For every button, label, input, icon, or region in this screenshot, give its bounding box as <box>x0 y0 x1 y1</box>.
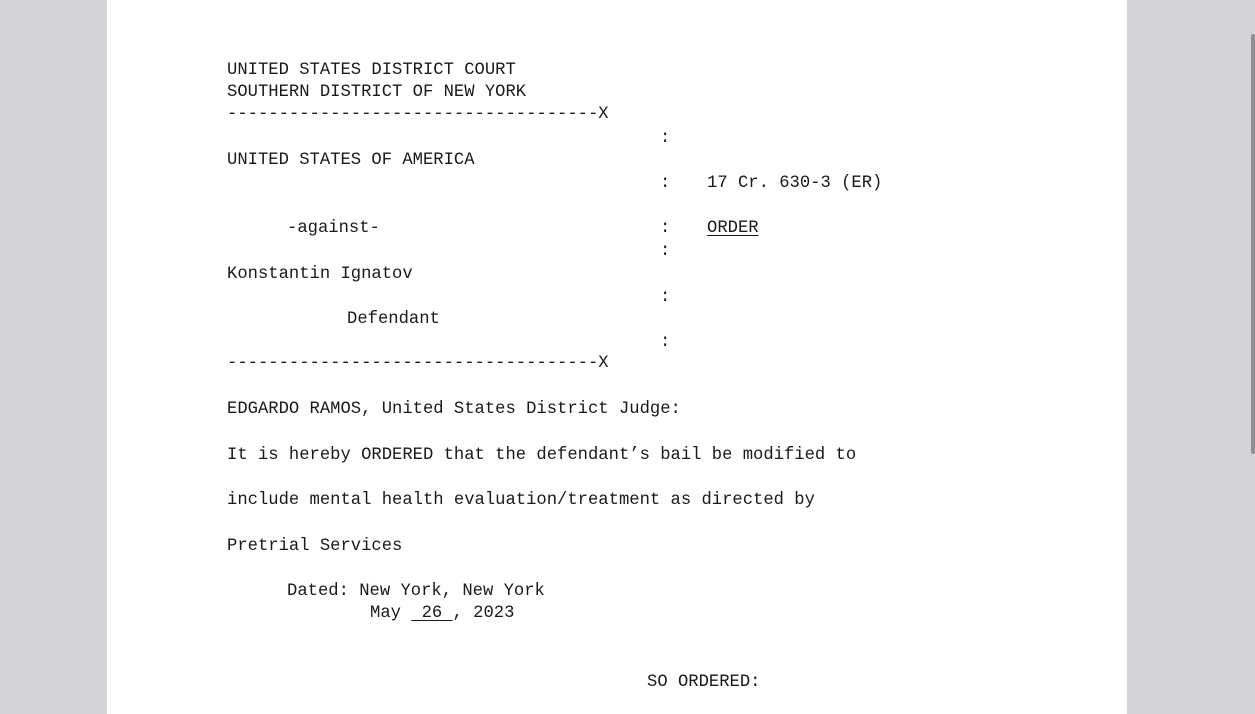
defendant-name: Konstantin Ignatov <box>227 265 413 284</box>
caption-colon: : <box>660 333 671 352</box>
caption-colon: : <box>660 129 671 148</box>
caption-colon: : <box>660 242 671 261</box>
date-month: May <box>370 604 401 623</box>
plaintiff-name: UNITED STATES OF AMERICA <box>227 151 475 170</box>
case-number: 17 Cr. 630-3 (ER) <box>707 174 883 193</box>
caption-divider-top: ------------------------------------X <box>227 105 609 124</box>
document-page <box>107 0 1127 714</box>
court-district: SOUTHERN DISTRICT OF NEW YORK <box>227 83 527 102</box>
order-body-line: Pretrial Services <box>227 537 403 556</box>
date-day: 26 <box>411 604 453 623</box>
judge-line: EDGARDO RAMOS, United States District Judge: <box>227 400 681 419</box>
order-body-line: include mental health evaluation/treatment as directed by <box>227 491 815 510</box>
date-line <box>370 603 514 625</box>
defendant-label: Defendant <box>347 310 440 329</box>
caption-colon: : <box>660 174 671 193</box>
caption-divider-bottom: ------------------------------------X <box>227 354 609 373</box>
scrollbar-track[interactable] <box>1251 0 1255 714</box>
against-label: -against- <box>287 219 380 238</box>
order-body-line: It is hereby ORDERED that the defendant’s bail be modified to <box>227 446 857 465</box>
so-ordered-label: SO ORDERED: <box>647 673 761 692</box>
order-title: ORDER <box>707 219 759 238</box>
date-year: , 2023 <box>452 604 515 623</box>
court-name: UNITED STATES DISTRICT COURT <box>227 61 516 80</box>
scrollbar-thumb[interactable] <box>1251 34 1255 454</box>
dated-line: Dated: New York, New York <box>287 582 545 601</box>
caption-colon: : <box>660 288 671 307</box>
caption-colon: : <box>660 219 671 238</box>
